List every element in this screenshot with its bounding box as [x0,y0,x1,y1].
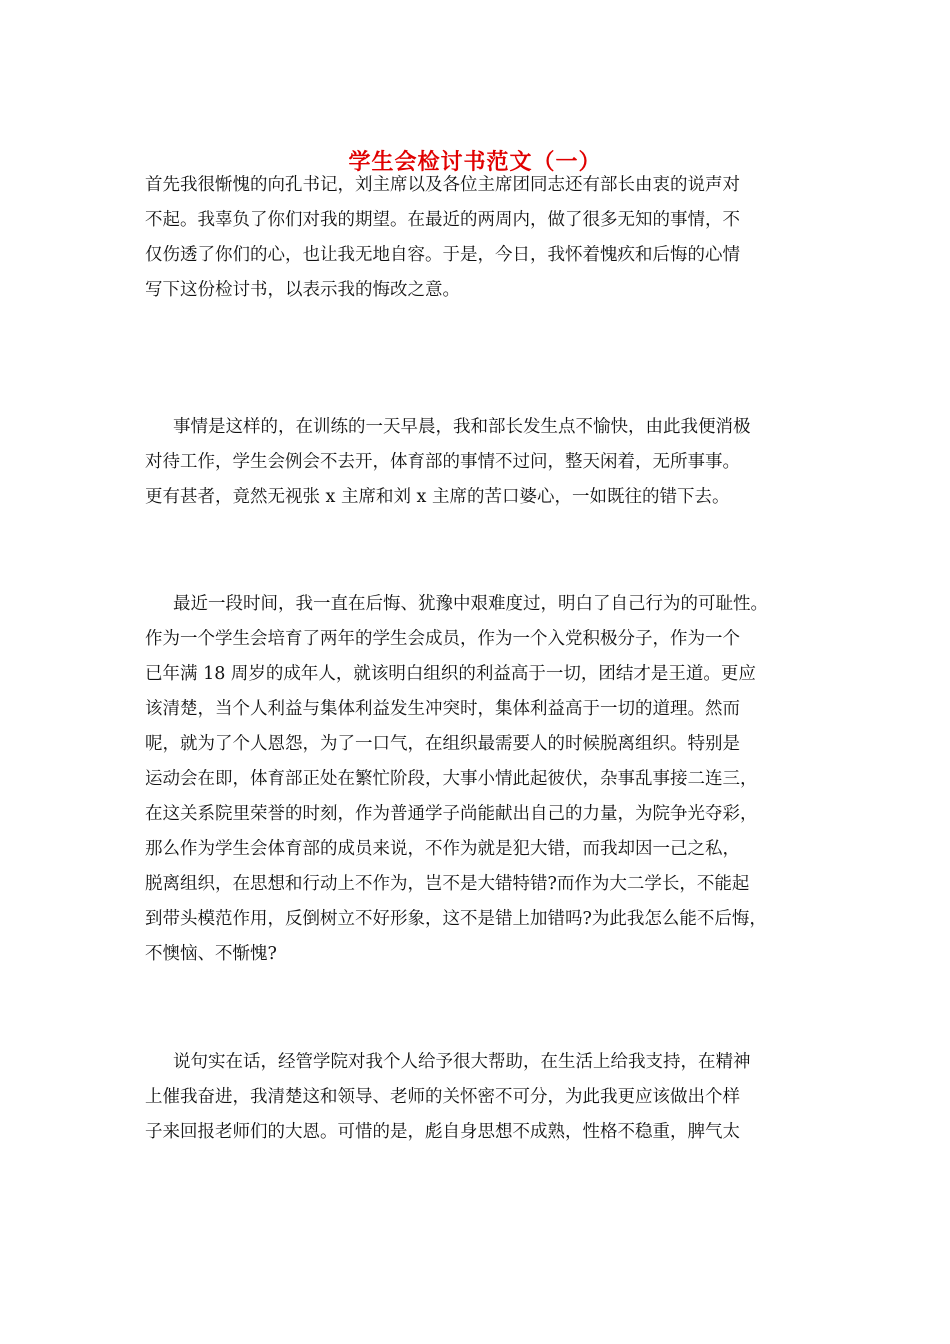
text-line: 首先我很惭愧的向孔书记，刘主席以及各位主席团同志还有部长由衷的说声对 [145,175,740,195]
document-title: 学生会检讨书范文（一） [348,149,602,175]
text-line: 最近一段时间，我一直在后悔、犹豫中艰难度过，明白了自己行为的可耻性。 [173,594,768,614]
text-line: 呢，就为了个人恩怨，为了一口气，在组织最需要人的时候脱离组织。特别是 [145,734,740,754]
text-line: 到带头模范作用，反倒树立不好形象，这不是错上加错吗?为此我怎么能不后悔， [145,909,767,929]
text-line: 仅伤透了你们的心，也让我无地自容。于是，今日，我怀着愧疚和后悔的心情 [145,245,740,265]
text-line: 在这关系院里荣誉的时刻，作为普通学子尚能献出自己的力量，为院争光夺彩， [145,804,758,824]
text-line: 事情是这样的，在训练的一天早晨，我和部长发生点不愉快，由此我便消极 [173,417,751,437]
text-line: 上催我奋进，我清楚这和领导、老师的关怀密不可分，为此我更应该做出个样 [145,1087,740,1107]
text-line: 不起。我辜负了你们对我的期望。在最近的两周内，做了很多无知的事情，不 [145,210,740,230]
text-line: 该清楚，当个人利益与集体利益发生冲突时，集体利益高于一切的道理。然而 [145,699,740,719]
text-line: 不懊恼、不惭愧? [145,944,277,964]
text-line: 对待工作，学生会例会不去开，体育部的事情不过问，整天闲着，无所事事。 [145,452,740,472]
text-line: 更有甚者，竟然无视张 x 主席和刘 x 主席的苦口婆心，一如既往的错下去。 [145,487,730,507]
text-line: 作为一个学生会培育了两年的学生会成员，作为一个入党积极分子，作为一个 [145,629,740,649]
text-line: 子来回报老师们的大恩。可惜的是，彪自身思想不成熟，性格不稳重，脾气太 [145,1122,740,1142]
text-line: 脱离组织，在思想和行动上不作为，岂不是大错特错?而作为大二学长，不能起 [145,874,750,894]
text-line: 说句实在话，经管学院对我个人给予很大帮助，在生活上给我支持，在精神 [173,1052,751,1072]
text-line: 已年满 18 周岁的成年人，就该明白组织的利益高于一切，团结才是王道。更应 [145,664,756,684]
text-line: 写下这份检讨书，以表示我的悔改之意。 [145,280,460,300]
text-line: 那么作为学生会体育部的成员来说，不作为就是犯大错，而我却因一己之私， [145,839,740,859]
text-line: 运动会在即，体育部正处在繁忙阶段，大事小情此起彼伏，杂事乱事接二连三， [145,769,758,789]
